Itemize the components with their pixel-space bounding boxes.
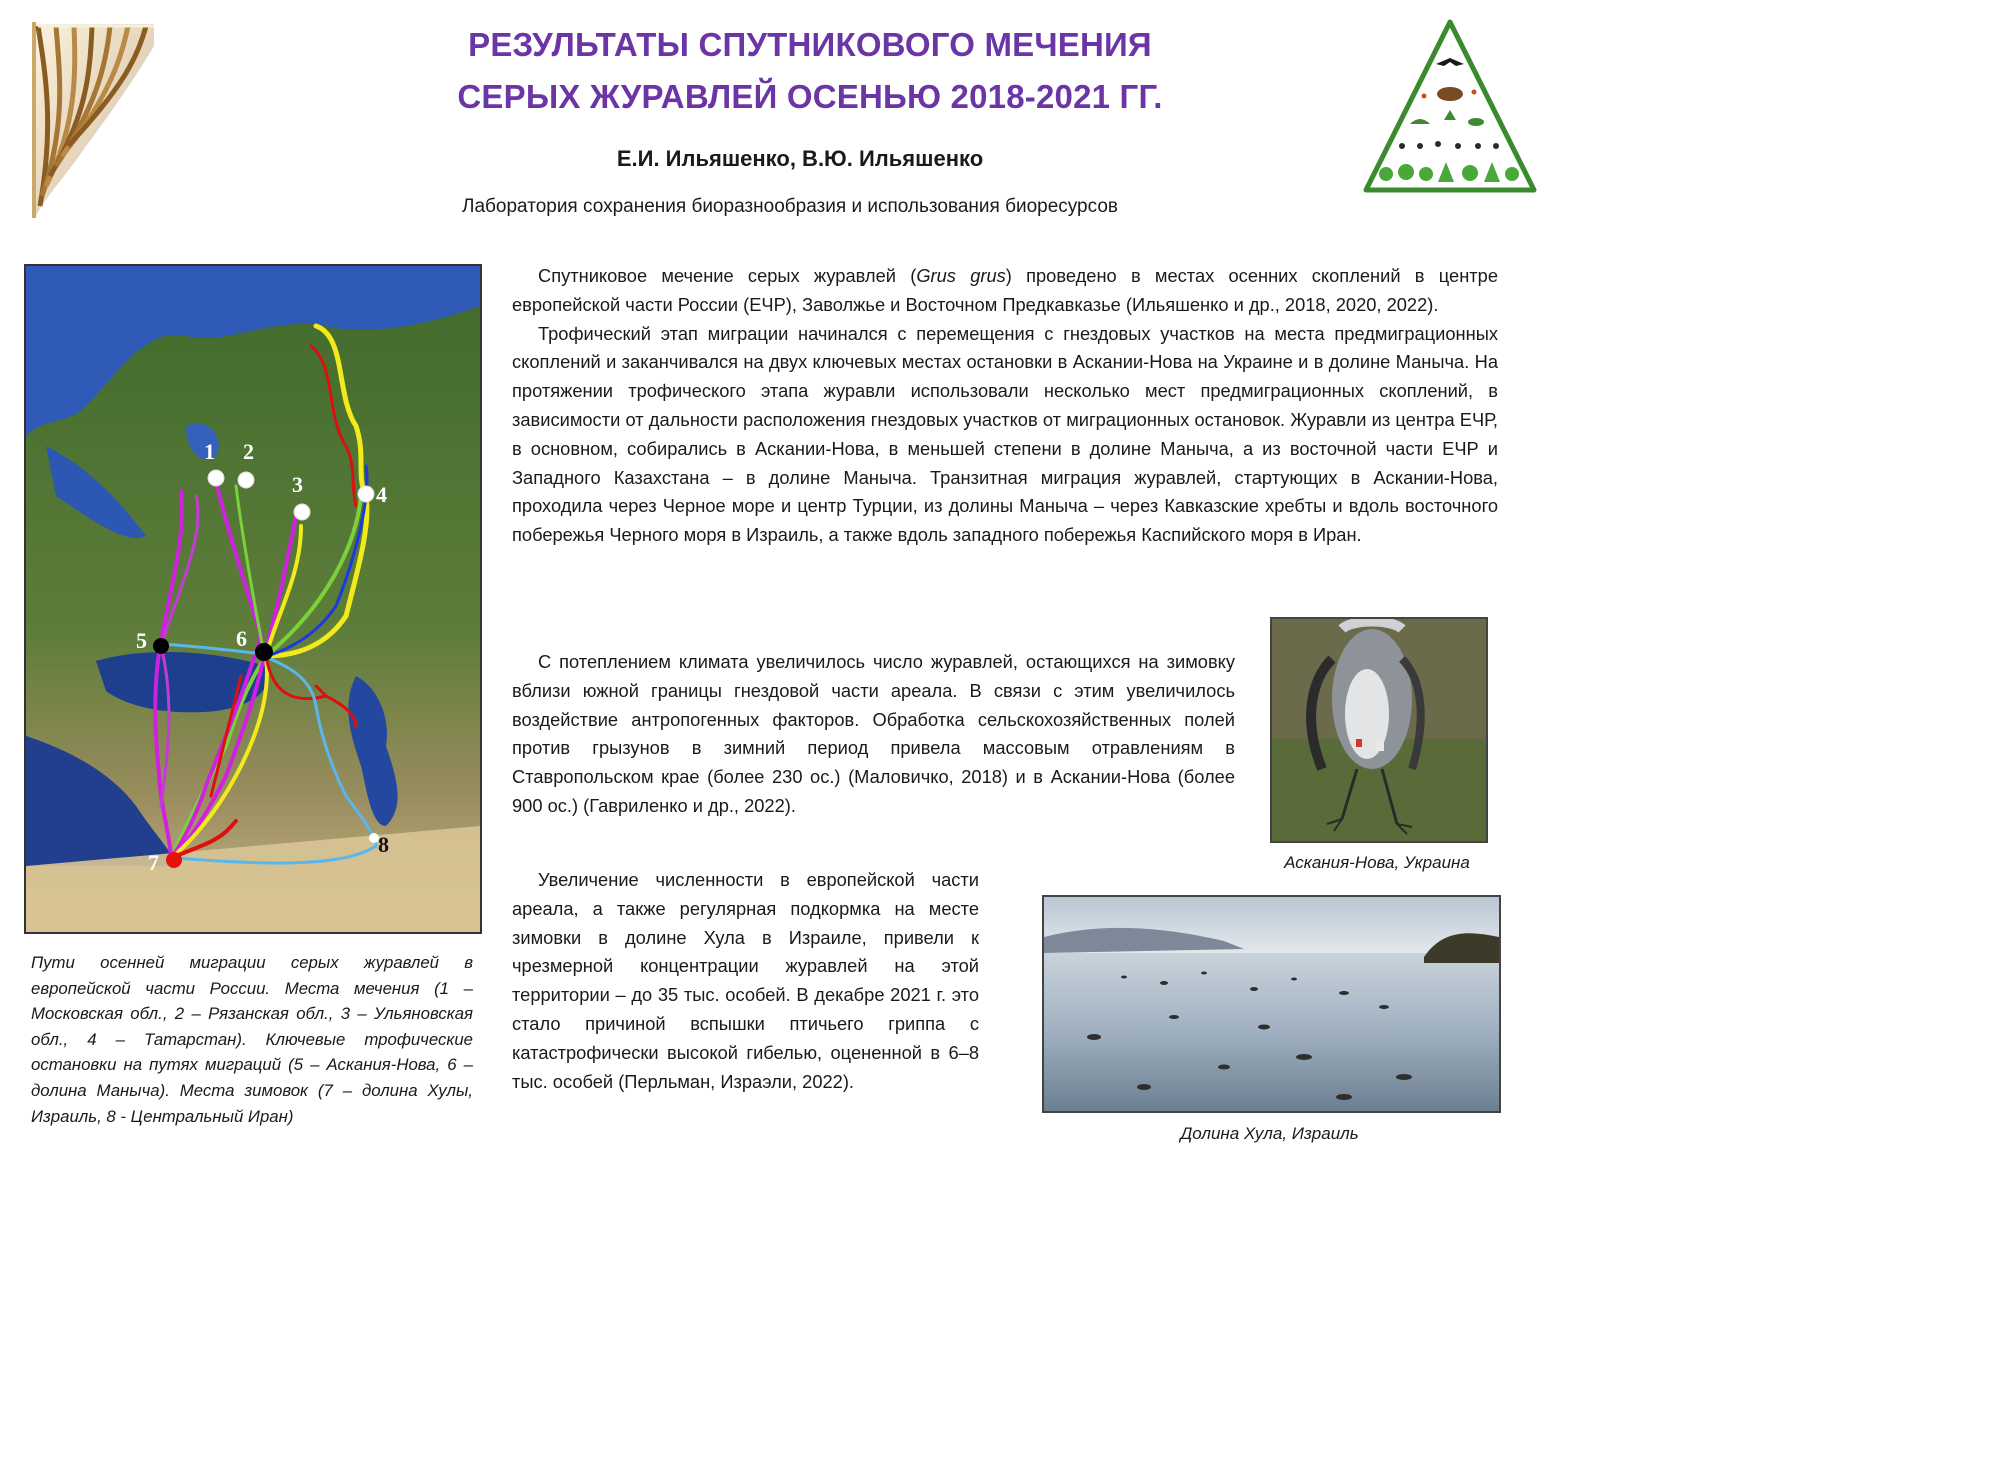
map-label-8: 8 (378, 832, 389, 857)
map-label-5: 5 (136, 628, 147, 653)
institute-logo (26, 16, 164, 220)
text-block-hula (512, 866, 979, 1096)
stopover-point-5 (153, 638, 169, 654)
wintering-point-7 (166, 852, 182, 868)
stopover-point-6 (255, 643, 273, 661)
biodiversity-pyramid-logo (1362, 16, 1538, 196)
photo-caption-askania: Аскания-Нова, Украина (1284, 853, 1470, 872)
paragraph-1-part-a: Спутниковое мечение серых журавлей ( (538, 265, 917, 286)
map-label-6: 6 (236, 626, 247, 651)
site-point-2 (238, 472, 254, 488)
migration-map (24, 264, 482, 934)
site-point-3 (294, 504, 310, 520)
paragraph-1 (512, 262, 1498, 320)
paragraph-4: Увеличение численности в европейской части ареала, а также регулярная подкормка на месте зимовки в долине Хула в Израиле, привели к чрезмерной концентрации журавлей на этой территории – до 35 тыс. особей. В декабре 2021 г. это стало причиной вспышки птичьего гриппа с катастрофически высокой гибелью, оцененной в 6–8 тыс. особей (Перльман, Израэли, 2022). (512, 869, 979, 1092)
laboratory-name: Лаборатория сохранения биоразнообразия и использования биоресурсов (462, 196, 1118, 217)
bear-icon (1437, 87, 1463, 101)
map-caption: Пути осенней миграции серых журавлей в европейской части России. Места мечения (1 – Московская обл., 2 – Рязанская обл., 3 – Ульяновская обл., 4 – Татарстан). Ключевые трофические остановки на путях миграций (5 – Аскания-Нова, 6 – долина Маныча). Места зимовок (7 – долина Хулы, Израиль, 8 - Центральный Иран) (31, 953, 473, 1126)
authors: Е.И. Ильяшенко, В.Ю. Ильяшенко (616, 146, 984, 171)
paragraph-1-part-b: ) проведено в местах осенних скоплений в центре европейской части России (ЕЧР), Заволжье и Восточном Предкавказье (Ильяшенко и др., 2018, 2020, 2022). (512, 265, 1498, 315)
map-label-7: 7 (148, 850, 159, 875)
paragraph-3: С потеплением климата увеличилось число журавлей, остающихся на зимовку вблизи южной границы гнездовой части ареала. В связи с этим увеличилось воздействие антропогенных факторов. Обработка сельскохозяйственных полей против грызунов в зимний период привела массовым отравлениям в Ставропольском крае (более 230 ос.) (Маловичко, 2018) и в Аскании-Нова (более 900 ос.) (Гавриленко и др., 2022). (512, 651, 1235, 816)
site-point-4 (358, 486, 374, 502)
hula-valley-photo (1042, 895, 1501, 1113)
page-title-line-1: РЕЗУЛЬТАТЫ СПУТНИКОВОГО МЕЧЕНИЯ (468, 26, 1152, 63)
map-label-1: 1 (204, 439, 215, 464)
text-block-intro (512, 262, 1498, 550)
photo-caption-hula: Долина Хула, Израиль (1180, 1124, 1359, 1143)
text-block-climate (512, 648, 1235, 821)
paragraph-2: Трофический этап миграции начинался с перемещения с гнездовых участков на места предмиграционных скоплений и заканчивался на двух ключевых местах остановки в Аскании-Нова на Украине и в долине Маныча. На протяжении трофического этапа журавли использовали несколько мест предмиграционных скоплений, в зависимости от дальности расположения гнездовых участков от миграционных остановок. Журавли из центра ЕЧР, в основном, собирались в Аскании-Нова, в меньшей степени в долине Маныча, а из восточной части ЕЧР и Западного Казахстана – в долине Маныча. Транзитная миграция журавлей, стартующих в Аскании-Нова, проходила через Черное море и центр Турции, из долины Маныча – через Кавказские хребты и вдоль восточного побережья Черного моря в Израиль, а также вдоль западного побережья Каспийского моря в Иран. (512, 322, 1498, 546)
map-label-4: 4 (376, 482, 387, 507)
species-name: Grus grus (916, 265, 1006, 286)
site-point-1 (208, 470, 224, 486)
map-label-3: 3 (292, 472, 303, 497)
page-title-line-2: СЕРЫХ ЖУРАВЛЕЙ ОСЕНЬЮ 2018-2021 ГГ. (457, 78, 1163, 115)
dead-crane-photo (1270, 617, 1488, 843)
map-label-2: 2 (243, 439, 254, 464)
